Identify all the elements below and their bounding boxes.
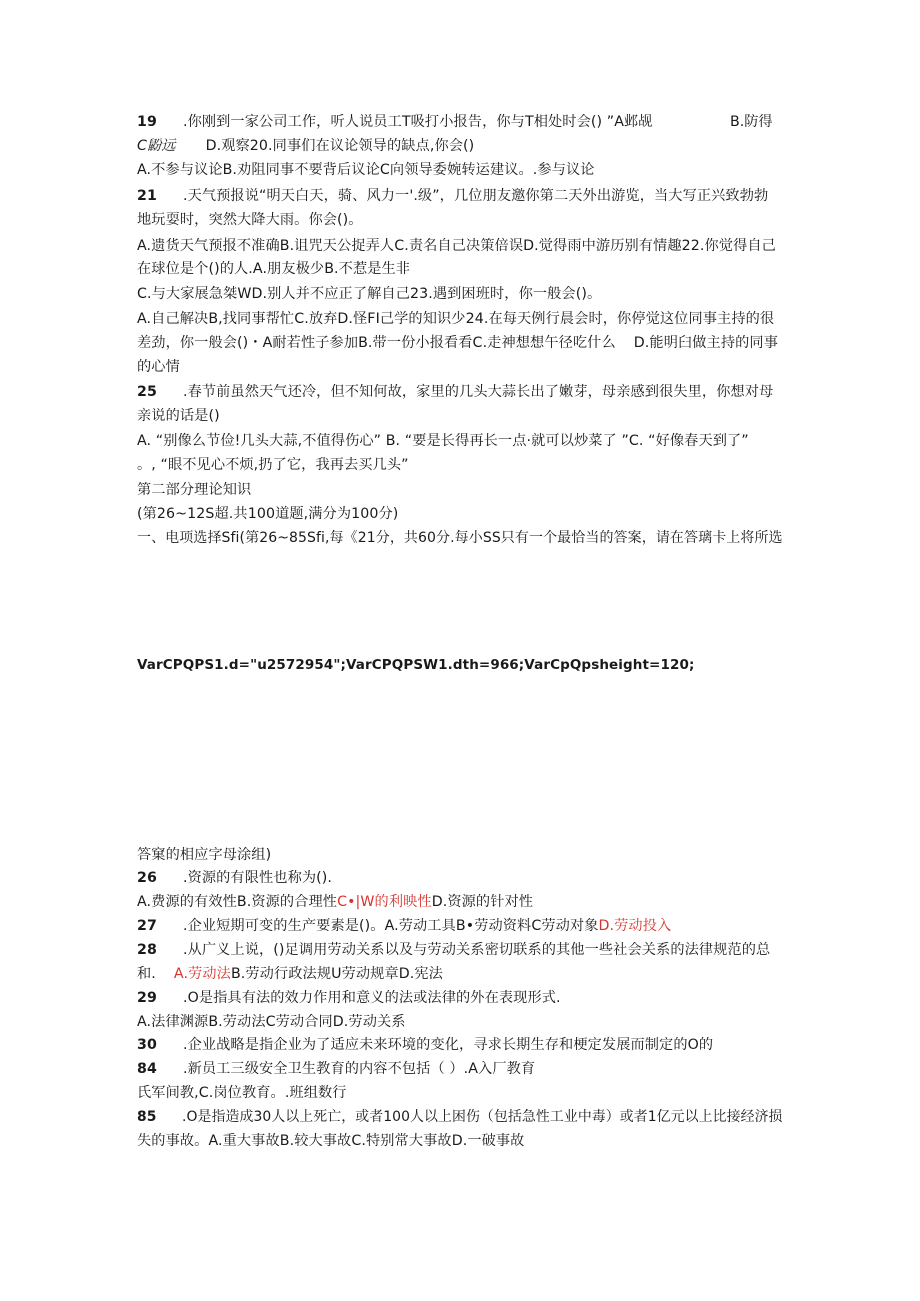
question-number: 85 — [137, 1109, 157, 1125]
option-d: D.资源的针对性 — [431, 894, 534, 910]
question-number: 29 — [137, 990, 157, 1006]
question-24-options: 差劲，你一般会()・A耐若性子参加B.带一份小报看看C.走神想想午径吃什么 — [137, 335, 616, 351]
question-20-options: A.不参与议论B.劝阻同事不要背后议论C向领导委婉转运建议。.参与议论 — [137, 162, 595, 178]
option-a-b: A.费源的有效性B.资源的合理性 — [137, 894, 338, 910]
option-d-highlighted: D.劳动投入 — [598, 918, 672, 934]
question-19 — [137, 112, 653, 132]
question-25-options: A. “别像么节俭!几头大蒜,不值得伤心” B. “要是长得再长一点·就可以炒菜了 ”C. “好像春天到了” — [137, 433, 749, 449]
question-84-options: 氏军间教,C.岗位教育。.班组数行 — [137, 1085, 347, 1101]
section-instructions-continued: 答窠的相应字母涂组) — [137, 847, 272, 863]
question-27 — [137, 916, 671, 936]
question-text: .企业短期可变的生产要素是()。A.劳动工具B•劳动资料C劳动对象 — [182, 918, 599, 934]
question-25 — [137, 382, 773, 402]
option-b: B.防得 — [730, 114, 773, 130]
option-d: D.能明臼做主持的同事 — [633, 335, 778, 351]
section-subheading: (第26~12S超.共100道题,满分为100分) — [137, 506, 399, 522]
question-number: 25 — [137, 384, 157, 400]
question-84 — [137, 1059, 535, 1079]
question-text: .O是指造成30人以上死亡，或者100人以上困伤（包括急性工业中毒）或者1亿元以上比接经济损 — [181, 1109, 783, 1125]
question-number: 84 — [137, 1061, 157, 1077]
question-30 — [137, 1035, 713, 1055]
question-85-options: 失的事故。A.重大事故B.较大事故C.特别常大事故D.一破事故 — [137, 1133, 525, 1149]
question-28-options — [137, 964, 443, 984]
question-24-continued — [137, 333, 778, 353]
question-21-continued: 地玩耍时，突然大降大雨。你会()。 — [137, 212, 363, 228]
question-text: .从广义上说，()足调用劳动关系以及与劳动关系密切联系的其他一些社会关系的法律规范的总 — [182, 942, 771, 958]
question-25-options-2: 。, “眼不见心不烦,扔了它，我再去买几头” — [137, 457, 409, 473]
option-d: D.观察20.同事们在议论领导的缺点,你会() — [205, 138, 475, 154]
question-text: .你刚到一家公司工作，听人说员工T吸打小报告，你与T相处时会() ”A邺觇 — [182, 114, 653, 130]
question-26 — [137, 868, 332, 888]
question-text: .资源的有限性也称为(). — [182, 870, 333, 886]
question-text: .天气预报说“明天白天，骑、风力一'.级”，几位朋友邀你第二天外出游览，当大写正兴致勃勃 — [182, 188, 769, 204]
question-23-options: A.自己解决B,找同事帮忙C.放弃D.怪FI己学的知识少24.在每天例行晨会时，你停觉这位同事主持的很 — [137, 311, 775, 327]
question-19-continued — [137, 136, 474, 156]
question-text: .春节前虽然天气还冷，但不知何故，家里的几头大蒜长出了嫩芽，母亲感到很失里，你想对母 — [182, 384, 774, 400]
section-heading: 第二部分理论知识 — [137, 482, 252, 498]
question-text: .企业战略是指企业为了适应未来环境的变化，寻求长期生存和梗定发展而制定的O的 — [182, 1037, 714, 1053]
option-c-highlighted: C•|W的利映性 — [337, 894, 432, 910]
code-snippet: VarCPQPS1.d="u2572954";VarCPQPSW1.dth=966;VarCpQpsheight=120; — [137, 657, 695, 673]
question-number: 21 — [137, 188, 157, 204]
question-25-continued: 亲说的话是() — [137, 408, 220, 424]
question-number: 26 — [137, 870, 157, 886]
question-24-end: 的心情 — [137, 359, 180, 375]
question-21 — [137, 186, 768, 206]
question-number: 30 — [137, 1037, 157, 1053]
options-rest: B.劳动行政法规U劳动规章D.宪法 — [230, 966, 443, 982]
question-text-end: 和. — [137, 966, 156, 982]
question-28 — [137, 940, 770, 960]
question-26-options — [137, 892, 533, 912]
option-a-highlighted: A.劳动法 — [173, 966, 231, 982]
question-22-options: C.与大家展急桀WD.别人并不应正了解自己23.遇到困班时，你一般会()。 — [137, 286, 602, 302]
question-29 — [137, 988, 561, 1008]
question-text: .O是指具有法的效力作用和意义的法或法律的外在表现形式. — [182, 990, 561, 1006]
section-instructions: 一、电项选择Sfi(第26~85Sfi,每《21分，共60分.每小SS只有一个最恰当的答案，请在答璃卡上将所选 — [137, 530, 783, 546]
question-22-continued: 在球位是个()的人.A.朋友极少B.不惹是生非 — [137, 261, 411, 277]
question-number: 27 — [137, 918, 157, 934]
question-number: 19 — [137, 114, 157, 130]
question-text: .新员工三级安全卫生教育的内容不包括（ ）.A入厂教育 — [182, 1061, 536, 1077]
question-number: 28 — [137, 942, 157, 958]
question-29-options: A.法律渊源B.劳动法C劳动合同D.劳动关系 — [137, 1014, 406, 1030]
option-c: C鼢远 — [137, 138, 176, 154]
question-85 — [137, 1107, 783, 1127]
question-21-options: A.遗货天气预报不准确B.诅咒天公捉弄人C.责名自己决策倍误D.觉得雨中游历别有情趣22.你觉得自己 — [137, 238, 776, 254]
